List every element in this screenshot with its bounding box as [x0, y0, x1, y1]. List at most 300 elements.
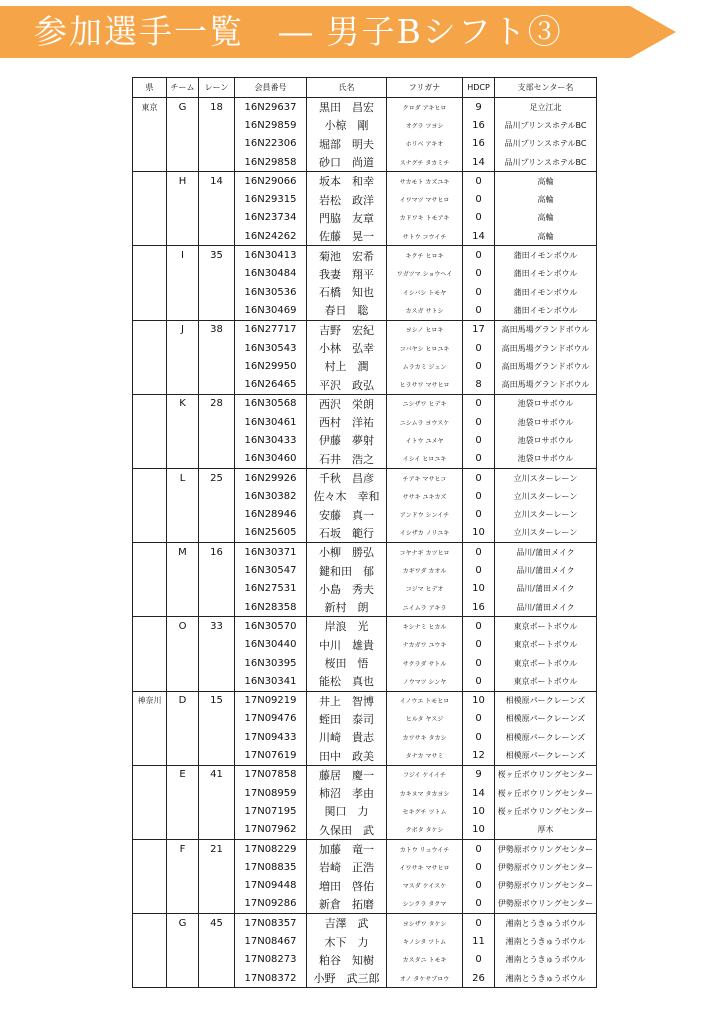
hdcp-cell: 14 — [463, 784, 495, 802]
lane-cell — [199, 858, 235, 876]
table-row — [133, 914, 597, 933]
pref-cell — [133, 580, 167, 598]
furigana-cell: ナカガワ ユウキ — [387, 636, 463, 654]
hdcp-cell: 0 — [463, 728, 495, 746]
member-id-cell: 17N08959 — [235, 784, 307, 802]
table-row — [133, 802, 597, 820]
player-name-cell: 関口 力 — [307, 802, 387, 820]
team-cell — [167, 636, 199, 654]
table-row — [133, 765, 597, 784]
table-row — [133, 431, 597, 449]
lane-cell — [199, 375, 235, 394]
center-cell: 品川プリンスホテルBC — [495, 135, 597, 153]
table-body — [133, 98, 597, 988]
player-name-cell: 井上 智博 — [307, 691, 387, 710]
team-cell — [167, 487, 199, 505]
player-name-cell: 吉野 宏紀 — [307, 320, 387, 339]
member-id-cell: 16N29859 — [235, 116, 307, 134]
center-cell: 品川/蒲田メイク — [495, 598, 597, 617]
column-header-name: 氏名 — [307, 78, 387, 98]
furigana-cell: フジイ ケイイチ — [387, 765, 463, 784]
member-id-cell: 16N30570 — [235, 617, 307, 636]
pref-cell — [133, 301, 167, 320]
hdcp-cell: 0 — [463, 876, 495, 894]
member-id-cell: 16N25605 — [235, 524, 307, 543]
lane-cell — [199, 636, 235, 654]
center-cell: 立川スターレーン — [495, 468, 597, 487]
player-name-cell: 春日 聡 — [307, 301, 387, 320]
team-cell: J — [167, 320, 199, 339]
table-row — [133, 172, 597, 191]
player-name-cell: 坂本 和幸 — [307, 172, 387, 191]
pref-cell — [133, 969, 167, 988]
member-id-cell: 16N29066 — [235, 172, 307, 191]
lane-cell — [199, 895, 235, 914]
hdcp-cell: 0 — [463, 413, 495, 431]
center-cell: 立川スターレーン — [495, 506, 597, 524]
center-cell: 品川プリンスホテルBC — [495, 153, 597, 172]
lane-cell — [199, 932, 235, 950]
member-id-cell: 17N08229 — [235, 839, 307, 858]
center-cell: 池袋ロサボウル — [495, 413, 597, 431]
member-id-cell: 17N08835 — [235, 858, 307, 876]
center-cell: 足立江北 — [495, 98, 597, 117]
pref-cell — [133, 543, 167, 562]
team-cell: E — [167, 765, 199, 784]
member-id-cell: 16N30543 — [235, 339, 307, 357]
hdcp-cell: 0 — [463, 246, 495, 265]
team-cell — [167, 190, 199, 208]
furigana-cell: サカモト カズユキ — [387, 172, 463, 191]
lane-cell — [199, 283, 235, 301]
table-row — [133, 246, 597, 265]
table-row — [133, 728, 597, 746]
pref-cell — [133, 246, 167, 265]
center-cell: 東京ポートボウル — [495, 654, 597, 672]
team-cell — [167, 413, 199, 431]
player-name-cell: 田中 政美 — [307, 746, 387, 765]
member-id-cell: 16N22306 — [235, 135, 307, 153]
table-row — [133, 209, 597, 227]
pref-cell — [133, 821, 167, 840]
hdcp-cell: 9 — [463, 765, 495, 784]
furigana-cell: クロダ アキヒロ — [387, 98, 463, 117]
table-row — [133, 283, 597, 301]
member-id-cell: 16N30460 — [235, 450, 307, 469]
hdcp-cell: 10 — [463, 524, 495, 543]
hdcp-cell: 0 — [463, 450, 495, 469]
furigana-cell: イトウ ユメヤ — [387, 431, 463, 449]
member-id-cell: 16N30469 — [235, 301, 307, 320]
table-row — [133, 506, 597, 524]
lane-cell — [199, 265, 235, 283]
hdcp-cell: 0 — [463, 561, 495, 579]
hdcp-cell: 0 — [463, 672, 495, 691]
member-id-cell: 17N09448 — [235, 876, 307, 894]
center-cell: 湘南とうきゅうボウル — [495, 914, 597, 933]
player-name-cell: 我妻 翔平 — [307, 265, 387, 283]
team-cell — [167, 951, 199, 969]
page-title: 参加選手一覧 ― 男子Bシフト③ — [34, 12, 563, 51]
center-cell: 高輪 — [495, 190, 597, 208]
column-header-member-id: 会員番号 — [235, 78, 307, 98]
center-cell: 伊勢原ボウリングセンター — [495, 858, 597, 876]
player-name-cell: 石橋 知也 — [307, 283, 387, 301]
lane-cell: 38 — [199, 320, 235, 339]
player-name-cell: 久保田 武 — [307, 821, 387, 840]
hdcp-cell: 17 — [463, 320, 495, 339]
team-cell — [167, 784, 199, 802]
team-cell — [167, 524, 199, 543]
player-name-cell: 西村 洋祐 — [307, 413, 387, 431]
player-name-cell: 門脇 友章 — [307, 209, 387, 227]
lane-cell: 33 — [199, 617, 235, 636]
lane-cell — [199, 784, 235, 802]
lane-cell — [199, 190, 235, 208]
player-name-cell: 石井 浩之 — [307, 450, 387, 469]
player-name-cell: 木下 力 — [307, 932, 387, 950]
center-cell: 桜ヶ丘ボウリングセンター — [495, 802, 597, 820]
team-cell — [167, 227, 199, 246]
center-cell: 品川/蒲田メイク — [495, 580, 597, 598]
member-id-cell: 17N08273 — [235, 951, 307, 969]
furigana-cell: カトウ リュウイチ — [387, 839, 463, 858]
lane-cell — [199, 153, 235, 172]
pref-cell — [133, 932, 167, 950]
furigana-cell: ヒルタ ヤスジ — [387, 710, 463, 728]
hdcp-cell: 0 — [463, 895, 495, 914]
hdcp-cell: 0 — [463, 858, 495, 876]
pref-cell — [133, 672, 167, 691]
table-row — [133, 580, 597, 598]
pref-cell — [133, 802, 167, 820]
table-row — [133, 598, 597, 617]
player-name-cell: 砂口 尚道 — [307, 153, 387, 172]
hdcp-cell: 8 — [463, 375, 495, 394]
lane-cell — [199, 227, 235, 246]
player-name-cell: 中川 雄貴 — [307, 636, 387, 654]
lane-cell: 35 — [199, 246, 235, 265]
table-row — [133, 524, 597, 543]
team-cell — [167, 135, 199, 153]
table-row — [133, 951, 597, 969]
furigana-cell: イシバシ トモヤ — [387, 283, 463, 301]
hdcp-cell: 0 — [463, 914, 495, 933]
hdcp-cell: 10 — [463, 821, 495, 840]
table-row — [133, 468, 597, 487]
team-cell — [167, 265, 199, 283]
center-cell: 相模原パークレーンズ — [495, 728, 597, 746]
team-cell: I — [167, 246, 199, 265]
table-row — [133, 691, 597, 710]
team-cell — [167, 746, 199, 765]
team-cell — [167, 876, 199, 894]
table-row — [133, 895, 597, 914]
furigana-cell: カスガ サトシ — [387, 301, 463, 320]
member-id-cell: 17N09286 — [235, 895, 307, 914]
center-cell: 池袋ロサボウル — [495, 450, 597, 469]
column-header-lane: レーン — [199, 78, 235, 98]
column-header-center: 支部センター名 — [495, 78, 597, 98]
hdcp-cell: 0 — [463, 654, 495, 672]
center-cell: 品川/蒲田メイク — [495, 543, 597, 562]
lane-cell — [199, 301, 235, 320]
hdcp-cell: 0 — [463, 283, 495, 301]
player-name-cell: 鍵和田 郁 — [307, 561, 387, 579]
furigana-cell: ニシザワ ヒデキ — [387, 394, 463, 413]
center-cell: 立川スターレーン — [495, 524, 597, 543]
hdcp-cell: 0 — [463, 301, 495, 320]
furigana-cell: ヒラサワ マサヒロ — [387, 375, 463, 394]
player-name-cell: 増田 啓佑 — [307, 876, 387, 894]
center-cell: 立川スターレーン — [495, 487, 597, 505]
lane-cell — [199, 524, 235, 543]
team-cell: H — [167, 172, 199, 191]
team-cell — [167, 116, 199, 134]
member-id-cell: 16N23734 — [235, 209, 307, 227]
pref-cell — [133, 636, 167, 654]
hdcp-cell: 0 — [463, 636, 495, 654]
pref-cell — [133, 951, 167, 969]
hdcp-cell: 16 — [463, 135, 495, 153]
team-cell: G — [167, 98, 199, 117]
pref-cell — [133, 450, 167, 469]
center-cell: 伊勢原ボウリングセンター — [495, 876, 597, 894]
furigana-cell: ニイムラ アキラ — [387, 598, 463, 617]
team-cell — [167, 301, 199, 320]
center-cell: 品川プリンスホテルBC — [495, 116, 597, 134]
player-name-cell: 安藤 真一 — [307, 506, 387, 524]
furigana-cell: イシイ ヒロユキ — [387, 450, 463, 469]
participant-table — [132, 77, 597, 988]
player-name-cell: 小椋 剛 — [307, 116, 387, 134]
pref-cell — [133, 839, 167, 858]
lane-cell — [199, 746, 235, 765]
center-cell: 湘南とうきゅうボウル — [495, 951, 597, 969]
table-row — [133, 617, 597, 636]
hdcp-cell: 14 — [463, 227, 495, 246]
hdcp-cell: 16 — [463, 116, 495, 134]
center-cell: 蒲田イモンボウル — [495, 246, 597, 265]
table-row — [133, 932, 597, 950]
member-id-cell: 16N29637 — [235, 98, 307, 117]
furigana-cell: スナグチ タカミチ — [387, 153, 463, 172]
center-cell: 蒲田イモンボウル — [495, 265, 597, 283]
lane-cell — [199, 969, 235, 988]
pref-cell — [133, 375, 167, 394]
member-id-cell: 16N30395 — [235, 654, 307, 672]
player-name-cell: 千秋 昌彦 — [307, 468, 387, 487]
member-id-cell: 17N07962 — [235, 821, 307, 840]
hdcp-cell: 0 — [463, 209, 495, 227]
furigana-cell: シンクラ タクマ — [387, 895, 463, 914]
player-name-cell: 川崎 貴志 — [307, 728, 387, 746]
table-row — [133, 153, 597, 172]
pref-cell — [133, 413, 167, 431]
center-cell: 池袋ロサボウル — [495, 394, 597, 413]
table-header-row — [133, 78, 597, 98]
pref-cell — [133, 468, 167, 487]
center-cell: 高田馬場グランドボウル — [495, 357, 597, 375]
team-cell — [167, 710, 199, 728]
team-cell — [167, 506, 199, 524]
lane-cell — [199, 116, 235, 134]
pref-cell — [133, 394, 167, 413]
center-cell: 桜ヶ丘ボウリングセンター — [495, 784, 597, 802]
lane-cell: 28 — [199, 394, 235, 413]
player-name-cell: 柿沼 孝由 — [307, 784, 387, 802]
pref-cell — [133, 746, 167, 765]
member-id-cell: 17N07619 — [235, 746, 307, 765]
member-id-cell: 17N07195 — [235, 802, 307, 820]
lane-cell: 16 — [199, 543, 235, 562]
furigana-cell: オノ タケサブロウ — [387, 969, 463, 988]
member-id-cell: 16N29950 — [235, 357, 307, 375]
member-id-cell: 16N30433 — [235, 431, 307, 449]
team-cell — [167, 431, 199, 449]
center-cell: 伊勢原ボウリングセンター — [495, 895, 597, 914]
furigana-cell: ホリベ アキオ — [387, 135, 463, 153]
member-id-cell: 16N30413 — [235, 246, 307, 265]
furigana-cell: カドワキ トモアキ — [387, 209, 463, 227]
lane-cell — [199, 654, 235, 672]
team-cell — [167, 580, 199, 598]
player-name-cell: 岩崎 正浩 — [307, 858, 387, 876]
pref-cell — [133, 190, 167, 208]
team-cell — [167, 654, 199, 672]
lane-cell — [199, 580, 235, 598]
furigana-cell: ニシムラ ヨウスケ — [387, 413, 463, 431]
column-header-team: チーム — [167, 78, 199, 98]
member-id-cell: 16N30461 — [235, 413, 307, 431]
team-cell: O — [167, 617, 199, 636]
hdcp-cell: 0 — [463, 617, 495, 636]
center-cell: 湘南とうきゅうボウル — [495, 969, 597, 988]
hdcp-cell: 0 — [463, 951, 495, 969]
pref-cell — [133, 283, 167, 301]
team-cell: D — [167, 691, 199, 710]
pref-cell — [133, 172, 167, 191]
lane-cell — [199, 506, 235, 524]
table-row — [133, 135, 597, 153]
lane-cell: 15 — [199, 691, 235, 710]
hdcp-cell: 0 — [463, 357, 495, 375]
team-cell: F — [167, 839, 199, 858]
team-cell — [167, 672, 199, 691]
lane-cell — [199, 672, 235, 691]
hdcp-cell: 16 — [463, 598, 495, 617]
hdcp-cell: 0 — [463, 710, 495, 728]
player-name-cell: 菊池 宏希 — [307, 246, 387, 265]
furigana-cell: ワガツマ ショウヘイ — [387, 265, 463, 283]
team-cell — [167, 209, 199, 227]
hdcp-cell: 0 — [463, 265, 495, 283]
hdcp-cell: 11 — [463, 932, 495, 950]
table-row — [133, 394, 597, 413]
player-name-cell: 吉澤 武 — [307, 914, 387, 933]
furigana-cell: セキグチ ツトム — [387, 802, 463, 820]
team-cell — [167, 153, 199, 172]
player-name-cell: 伊藤 夢射 — [307, 431, 387, 449]
lane-cell: 14 — [199, 172, 235, 191]
furigana-cell: コヤナギ カツヒロ — [387, 543, 463, 562]
center-cell: 伊勢原ボウリングセンター — [495, 839, 597, 858]
lane-cell — [199, 821, 235, 840]
pref-cell — [133, 858, 167, 876]
player-name-cell: 小柳 勝弘 — [307, 543, 387, 562]
pref-cell — [133, 876, 167, 894]
player-name-cell: 粕谷 知樹 — [307, 951, 387, 969]
team-cell — [167, 932, 199, 950]
hdcp-cell: 0 — [463, 468, 495, 487]
center-cell: 高輪 — [495, 227, 597, 246]
center-cell: 東京ポートボウル — [495, 672, 597, 691]
pref-cell — [133, 654, 167, 672]
lane-cell: 45 — [199, 914, 235, 933]
furigana-cell: キシナミ ヒカル — [387, 617, 463, 636]
member-id-cell: 16N27717 — [235, 320, 307, 339]
member-id-cell: 16N30547 — [235, 561, 307, 579]
lane-cell — [199, 450, 235, 469]
furigana-cell: キクチ ヒロキ — [387, 246, 463, 265]
center-cell: 池袋ロサボウル — [495, 431, 597, 449]
pref-cell — [133, 227, 167, 246]
team-cell: G — [167, 914, 199, 933]
table-row — [133, 320, 597, 339]
table-row — [133, 301, 597, 320]
member-id-cell: 16N30382 — [235, 487, 307, 505]
pref-cell — [133, 728, 167, 746]
hdcp-cell: 10 — [463, 691, 495, 710]
lane-cell: 25 — [199, 468, 235, 487]
furigana-cell: チアキ マサヒコ — [387, 468, 463, 487]
furigana-cell: サクラダ サトル — [387, 654, 463, 672]
hdcp-cell: 26 — [463, 969, 495, 988]
furigana-cell: イノウエ トモヒロ — [387, 691, 463, 710]
member-id-cell: 16N30568 — [235, 394, 307, 413]
player-name-cell: 加藤 竜一 — [307, 839, 387, 858]
lane-cell: 21 — [199, 839, 235, 858]
pref-cell — [133, 431, 167, 449]
pref-cell — [133, 320, 167, 339]
player-name-cell: 岸浪 光 — [307, 617, 387, 636]
hdcp-cell: 0 — [463, 839, 495, 858]
member-id-cell: 16N30341 — [235, 672, 307, 691]
team-cell — [167, 450, 199, 469]
furigana-cell: イワマツ マサヒロ — [387, 190, 463, 208]
pref-cell — [133, 617, 167, 636]
center-cell: 相模原パークレーンズ — [495, 746, 597, 765]
column-header-pref: 県 — [133, 78, 167, 98]
team-cell: K — [167, 394, 199, 413]
furigana-cell: カキヌマ タカヨシ — [387, 784, 463, 802]
pref-cell — [133, 561, 167, 579]
table-row — [133, 746, 597, 765]
pref-cell — [133, 524, 167, 543]
furigana-cell: アンドウ シンイチ — [387, 506, 463, 524]
center-cell: 蒲田イモンボウル — [495, 283, 597, 301]
team-cell — [167, 375, 199, 394]
column-header-furigana: フリガナ — [387, 78, 463, 98]
furigana-cell: オグラ ツヨシ — [387, 116, 463, 134]
furigana-cell: コジマ ヒデオ — [387, 580, 463, 598]
table-row — [133, 413, 597, 431]
player-name-cell: 桜田 悟 — [307, 654, 387, 672]
pref-cell — [133, 895, 167, 914]
member-id-cell: 17N09433 — [235, 728, 307, 746]
table-row — [133, 339, 597, 357]
furigana-cell: タナカ マサミ — [387, 746, 463, 765]
